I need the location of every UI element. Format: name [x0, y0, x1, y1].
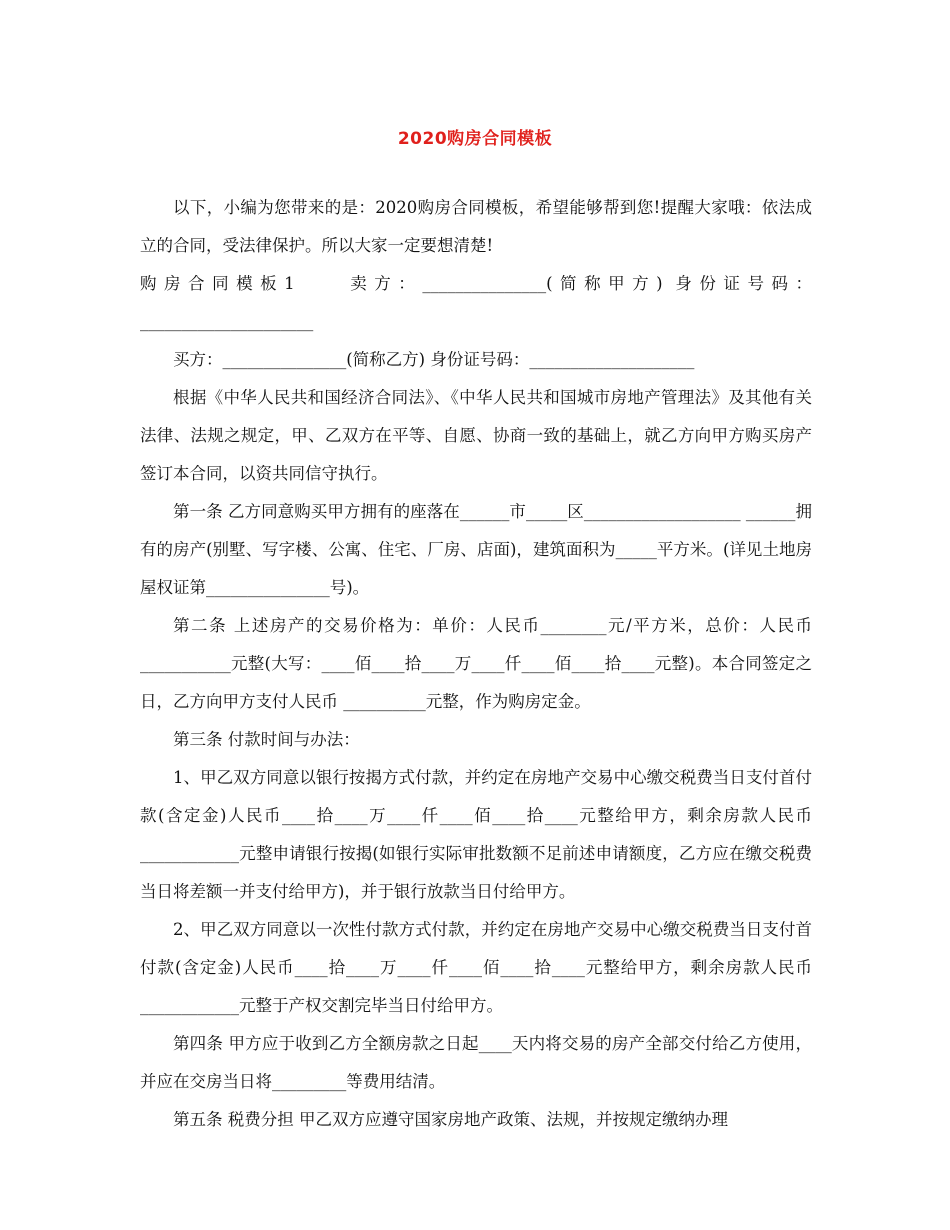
paragraph: 2、甲乙双方同意以一次性付款方式付款，并约定在房地产交易中心缴交税费当日支付首付款(含定金)人民币____拾____万____仟____佰____拾____元整给甲方，剩余房款人民币____________元整于产权交割完毕当日付给甲方。 [140, 920, 812, 1015]
paragraph: 第三条 付款时间与办法： [173, 730, 360, 749]
paragraph: 根据《中华人民共和国经济合同法》、《中华人民共和国城市房地产管理法》及其他有关法律、法规之规定，甲、乙双方在平等、自愿、协商一致的基础上，就乙方向甲方购买房产签订本合同，以资共同信守执行。 [140, 388, 812, 483]
document-title: 2020购房合同模板 [397, 129, 553, 149]
paragraph: 买方：_______________(简称乙方) 身份证号码：____________________ [173, 350, 695, 369]
paragraph: 第一条 乙方同意购买甲方拥有的座落在______市_____区___________________ ______拥有的房产(别墅、写字楼、公寓、住宅、厂房、店面)，建筑面积为_____平方米。(详见土地房屋权证第_______________号)。 [140, 502, 812, 597]
paragraph: 第二条 上述房产的交易价格为：单价：人民币________元/平方米，总价：人民币___________元整(大写：____佰____拾____万____仟____佰____拾____元整)。本合同签定之日，乙方向甲方支付人民币 __________元整，作为购房定金。 [140, 616, 812, 711]
document-body [140, 189, 812, 1139]
paragraph: 第五条 税费分担 甲乙双方应遵守国家房地产政策、法规，并按规定缴纳办理 [173, 1110, 728, 1129]
paragraph: 购房合同模板1 卖方：_______________(简称甲方) 身份证号码：_____________________ [140, 274, 812, 331]
paragraph: 第四条 甲方应于收到乙方全额房款之日起____天内将交易的房产全部交付给乙方使用，并应在交房当日将_________等费用结清。 [140, 1034, 812, 1091]
paragraph: 1、甲乙双方同意以银行按揭方式付款，并约定在房地产交易中心缴交税费当日支付首付款(含定金)人民币____拾____万____仟____佰____拾____元整给甲方，剩余房款人民币____________元整申请银行按揭(如银行实际审批数额不足前述申请额度，乙方应在缴交税费当日将差额一并支付给甲方)，并于银行放款当日付给甲方。 [140, 768, 812, 901]
paragraph: 以下，小编为您带来的是：2020购房合同模板，希望能够帮到您!提醒大家哦：依法成立的合同，受法律保护。所以大家一定要想清楚! [140, 198, 812, 255]
